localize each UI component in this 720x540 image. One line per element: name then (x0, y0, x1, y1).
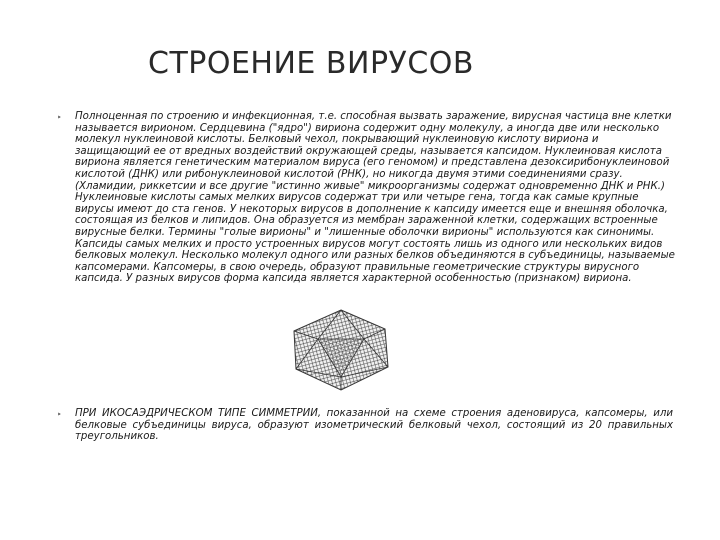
bullet-marker: ‣ (57, 113, 62, 122)
paragraph-virion-description: Полноценная по строению и инфекционная, т.е. способная вызвать заражение, вирусная частица вне клетки называется вирионом. Сердцевина ("ядро") вириона содержит одну молекулу, а иногда две или несколько молекул нуклеиновой кислоты. Белковый чехол, покрывающий нуклеиновую кислоту вириона и защищающий ее от вредных воздействий окружающей среды, называется капсидом. Нуклеиновая кислота вириона является генетическим материалом вируса (его геномом) и представлена дезоксирибонуклеиновой кислотой (ДНК) или рибонуклеиновой кислотой (РНК), но никогда двумя этими соединениями сразу. (Хламидии, риккетсии и все другие "истинно живые" микроорганизмы содержат одновременно ДНК и РНК.) Нуклеиновые кислоты самых мелких вирусов содержат три или четыре гена, тогда как самые крупные вирусы имеют до ста генов. У некоторых вирусов в дополнение к капсиду имеется еще и внешняя оболочка, состоящая из белков и липидов. Она образуется из мембран зараженной клетки, содержащих встроенные вирусные белки. Термины "голые вирионы" и "лишенные оболочки вирионы" используются как синонимы. Капсиды самых мелких и просто устроенных вирусов могут состоять лишь из одного или нескольких видов белковых молекул. Несколько молекул одного или разных белков объединяются в субъединицы, называемые капсомерами. Капсомеры, в свою очередь, образуют правильные геометрические структуры вирусного капсида. У разных вирусов форма капсида является характерной особенностью (признаком) вириона. (75, 111, 675, 285)
icosahedron-capsid-icon (290, 307, 392, 393)
page-title: СТРОЕНИЕ ВИРУСОВ (148, 46, 474, 81)
paragraph-icosahedral-symmetry: ПРИ ИКОСАЭДРИЧЕСКОМ ТИПЕ СИММЕТРИИ, показанной на схеме строения аденовируса, капсомеры, или белковые субъединицы вируса, образуют изометрический белковый чехол, состоящий из 20 правильных треугольников. (75, 408, 673, 443)
bullet-marker: ‣ (57, 410, 62, 419)
